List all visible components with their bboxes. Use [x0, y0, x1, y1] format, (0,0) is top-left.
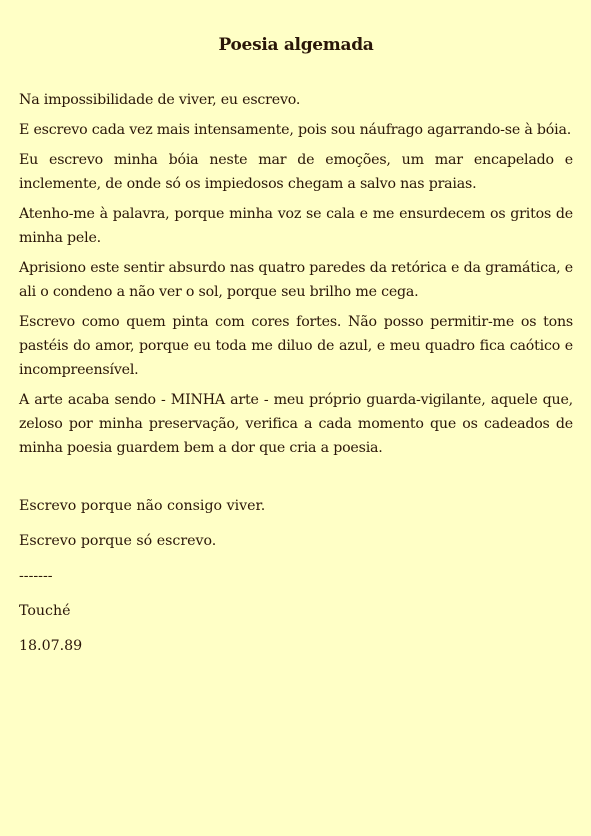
stanza-break — [19, 466, 573, 494]
poem-body — [19, 88, 573, 658]
poem-paragraph: Eu escrevo minha bóia neste mar de emoções, um mar encapelado e inclemente, de onde só os impiedosos chegam a salvo nas praias. — [19, 152, 573, 192]
author-signature: Touché — [19, 603, 71, 619]
poem-title: Poesia algemada — [218, 35, 374, 55]
poem-paragraph: Escrevo como quem pinta com cores fortes. Não posso permitir-me os tons pastéis do amor, porque eu toda me diluo de azul, e meu quadro fica caótico e incompreensível. — [19, 314, 573, 378]
poem-paragraph: Na impossibilidade de viver, eu escrevo. — [19, 92, 301, 108]
poem-date: 18.07.89 — [19, 638, 83, 654]
poem-paragraph: A arte acaba sendo - MINHA arte - meu próprio guarda-vigilante, aquele que, zeloso por minha preservação, verifica a cada momento que os cadeados de minha poesia guardem bem a dor que cria a poesia. — [19, 392, 573, 456]
poem-paragraph: Aprisiono este sentir absurdo nas quatro paredes da retórica e da gramática, e ali o condeno a não ver o sol, porque seu brilho me cega. — [19, 260, 573, 300]
closing-line: Escrevo porque não consigo viver. — [19, 498, 266, 514]
poem-paragraph: Atenho-me à palavra, porque minha voz se cala e me ensurdecem os gritos de minha pele. — [19, 206, 573, 246]
separator: ------- — [19, 568, 53, 584]
closing-line: Escrevo porque só escrevo. — [19, 533, 217, 549]
poem-paragraph: E escrevo cada vez mais intensamente, pois sou náufrago agarrando-se à bóia. — [19, 122, 572, 138]
